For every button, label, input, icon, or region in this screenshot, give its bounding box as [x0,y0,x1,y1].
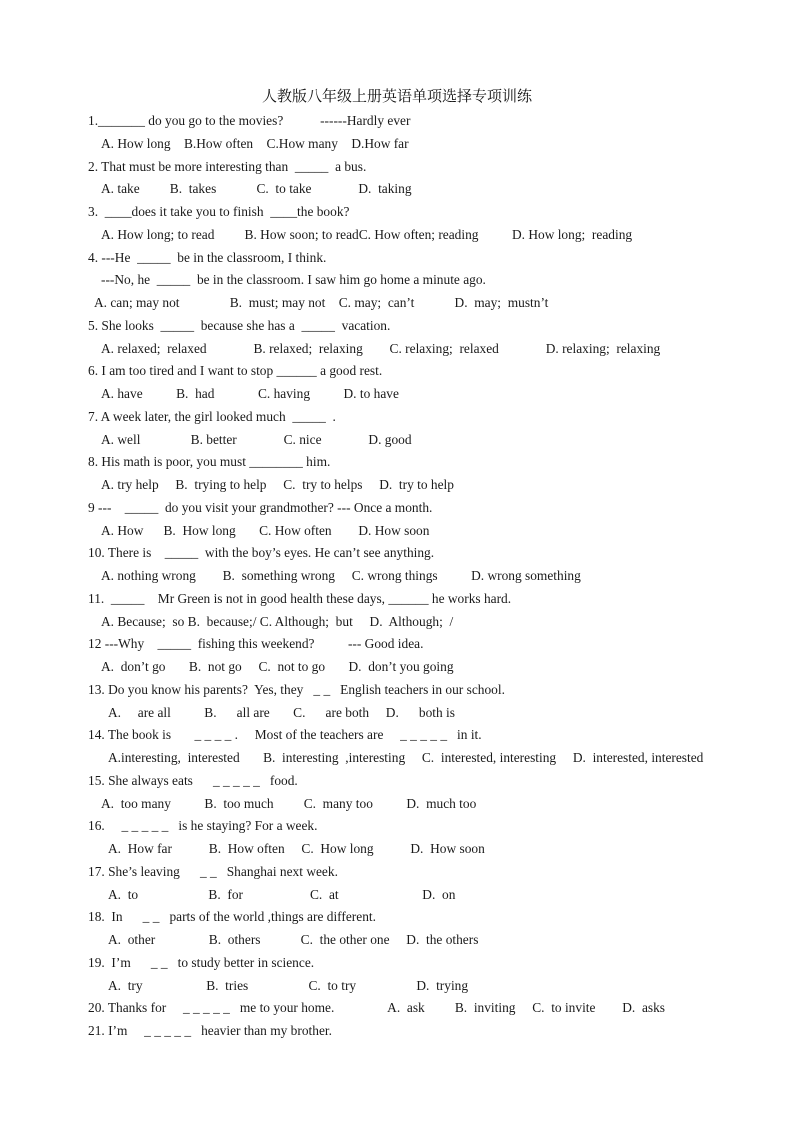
question-line: 4. ---He _____ be in the classroom, I think. [88,249,327,265]
options-line: A. try B. tries C. to try D. trying [108,977,469,993]
question-line: 7. A week later, the girl looked much _____ . [88,408,336,424]
question-list [0,110,794,1043]
question-line: 10. There is _____ with the boy’s eyes. He can’t see anything. [88,545,435,561]
question-line: 2. That must be more interesting than _____ a bus. [88,158,367,174]
options-line: A. other B. others C. the other one D. the others [108,932,479,947]
question-line: 21. I’m _ _ _ _ _ heavier than my brother. [88,1023,332,1038]
options-line: A. have B. had C. having D. to have [101,386,399,401]
question-line: 20. Thanks for _ _ _ _ _ me to your home. A. ask B. inviting C. to invite D. asks [88,1000,666,1016]
question-line: 16. _ _ _ _ _ is he staying? For a week. [88,818,318,834]
options-line: A. don’t go B. not go C. not to go D. don’t you going [101,659,454,674]
options-line: A. How far B. How often C. How long D. How soon [108,841,485,856]
options-line: A. try help B. trying to help C. try to helps D. try to help [101,477,454,492]
options-line: A. are all B. all are C. are both D. both is [108,704,455,720]
options-line: A. take B. takes C. to take D. taking [101,181,412,197]
question-line: 6. I am too tired and I want to stop ______ a good rest. [88,363,383,379]
options-line: A. Because; so B. because;/ C. Although; but D. Although; / [101,613,454,629]
question-line: 1._______ do you go to the movies? ------Hardly ever [88,113,411,128]
question-line: 14. The book is _ _ _ _ . Most of the teachers are _ _ _ _ _ in it. [88,727,482,743]
question-line: 13. Do you know his parents? Yes, they _ _ English teachers in our school. [88,681,505,697]
question-line: 17. She’s leaving _ _ Shanghai next week. [88,863,338,879]
options-line: A. relaxed; relaxed B. relaxed; relaxing C. relaxing; relaxed D. relaxing; relaxing [101,340,661,356]
options-line: A.interesting, interested B. interesting ,interesting C. interested, interesting D. interested, interested [108,750,704,765]
options-line: A. How B. How long C. How often D. How soon [101,522,430,538]
question-line: 15. She always eats _ _ _ _ _ food. [88,772,298,788]
question-line: 9 --- _____ do you visit your grandmother? --- Once a month. [88,499,433,515]
question-line: 19. I’m _ _ to study better in science. [88,954,315,970]
question-line: 12 ---Why _____ fishing this weekend? --- Good idea. [88,636,424,652]
options-line: A. to B. for C. at D. on [108,886,456,902]
question-line: 18. In _ _ parts of the world ,things are different. [88,909,376,925]
question-line: 3. ____does it take you to finish ____the book? [88,204,350,219]
page-title: 人教版八年级上册英语单项选择专项训练 [261,87,532,105]
question-line: 5. She looks _____ because she has a _____ vacation. [88,317,391,333]
options-line: A. too many B. too much C. many too D. much too [101,795,477,811]
question-line: 8. His math is poor, you must ________ him. [88,454,331,470]
options-line: A. How long; to read B. How soon; to readC. How often; reading D. How long; reading [101,226,633,242]
options-line: A. nothing wrong B. something wrong C. wrong things D. wrong something [101,568,581,583]
options-line: A. can; may not B. must; may not C. may; can’t D. may; mustn’t [94,295,549,310]
options-line: ---No, he _____ be in the classroom. I saw him go home a minute ago. [101,272,486,288]
options-line: A. How long B.How often C.How many D.How far [101,135,409,151]
question-line: 11. _____ Mr Green is not in good health these days, ______ he works hard. [88,590,512,606]
options-line: A. well B. better C. nice D. good [101,431,412,447]
